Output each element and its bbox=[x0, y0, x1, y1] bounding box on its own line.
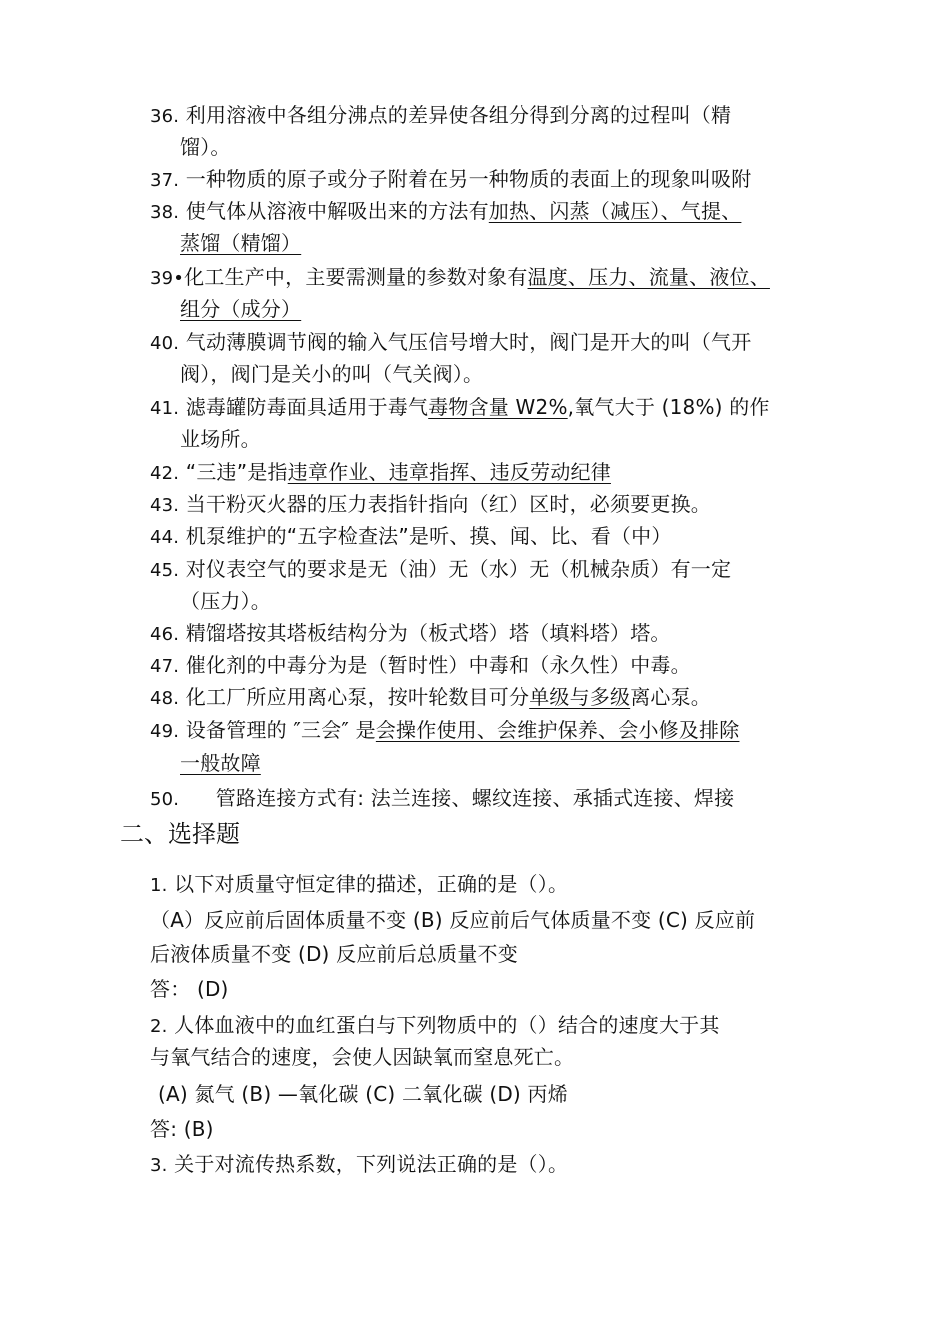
question-48 bbox=[150, 683, 711, 713]
question-42 bbox=[150, 458, 611, 488]
question-text: 管路连接方式有: 法兰连接、螺纹连接、承插式连接、焊接 bbox=[215, 786, 735, 810]
question-number: 2. bbox=[150, 1016, 168, 1037]
question-40 bbox=[150, 328, 751, 358]
question-45-continuation bbox=[180, 587, 271, 615]
question-36-continuation bbox=[180, 133, 231, 161]
question-39-continuation bbox=[180, 295, 301, 323]
choice-1-options-continuation bbox=[150, 940, 518, 968]
section-heading: 二、选择题 bbox=[120, 820, 240, 848]
question-text: 阀），阀门是关小的叫（气关阀）。 bbox=[180, 362, 484, 386]
question-number: 43. bbox=[150, 495, 180, 516]
options-text: (A) 氮气 (B) —氧化碳 (C) 二氧化碳 (D) 丙烯 bbox=[158, 1082, 568, 1106]
underlined-answer: 蒸馏（精馏） bbox=[180, 231, 302, 255]
question-text: 以下对质量守恒定律的描述，正确的是（）。 bbox=[174, 872, 569, 896]
question-38-continuation bbox=[180, 229, 301, 257]
question-text: 关于对流传热系数，下列说法正确的是（）。 bbox=[174, 1152, 569, 1176]
question-text: 催化剂的中毒分为是（暂时性）中毒和（永久性）中毒。 bbox=[185, 653, 691, 677]
question-text-suffix: 离心泵。 bbox=[630, 685, 712, 709]
options-text: 后液体质量不变 (D) 反应前后总质量不变 bbox=[150, 942, 518, 966]
question-text: 业场所。 bbox=[180, 427, 261, 451]
question-text: 设备管理的 ″三会″ 是 bbox=[185, 718, 376, 742]
question-number: 1. bbox=[150, 875, 168, 896]
question-41-continuation bbox=[180, 425, 261, 453]
options-text: （A）反应前后固体质量不变 (B) 反应前后气体质量不变 (C) 反应前 bbox=[150, 908, 756, 932]
question-number: 48. bbox=[150, 688, 180, 709]
question-36 bbox=[150, 101, 731, 131]
question-text: 当干粉灭火器的压力表指针指向（红）区时，必须要更换。 bbox=[185, 492, 711, 516]
choice-1-options bbox=[150, 906, 755, 934]
question-text: “三违”是指 bbox=[185, 460, 288, 484]
question-number: 50. bbox=[150, 789, 180, 810]
choice-question-1 bbox=[150, 870, 568, 900]
question-text: 利用溶液中各组分沸点的差异使各组分得到分离的过程叫（精 bbox=[185, 103, 732, 127]
question-number: 37. bbox=[150, 170, 180, 191]
question-43 bbox=[150, 490, 711, 520]
question-number: 41. bbox=[150, 398, 180, 419]
underlined-answer: 违章作业、违章指挥、违反劳动纪律 bbox=[287, 460, 611, 484]
underlined-answer: 毒物含量 W2% bbox=[428, 395, 568, 419]
question-number: 47. bbox=[150, 656, 180, 677]
question-text: 滤毒罐防毒面具适用于毒气 bbox=[185, 395, 429, 419]
question-text-suffix: ,氧气大于 (18%) 的作 bbox=[567, 395, 770, 419]
choice-2-continuation bbox=[150, 1043, 574, 1071]
question-number: 46. bbox=[150, 624, 180, 645]
question-46 bbox=[150, 619, 671, 649]
question-number: 40. bbox=[150, 333, 180, 354]
question-text: 人体血液中的血红蛋白与下列物质中的（）结合的速度大于其 bbox=[174, 1013, 720, 1037]
question-text: 精馏塔按其塔板结构分为（板式塔）塔（填料塔）塔。 bbox=[185, 621, 671, 645]
question-number: 36. bbox=[150, 106, 180, 127]
question-text: 气动薄膜调节阀的输入气压信号增大时，阀门是开大的叫（气开 bbox=[185, 330, 752, 354]
question-text: （压力）。 bbox=[180, 589, 271, 613]
choice-1-answer bbox=[150, 975, 229, 1003]
question-45 bbox=[150, 555, 731, 585]
question-text: 馏）。 bbox=[180, 135, 231, 159]
answer-text: 答： (D) bbox=[150, 977, 229, 1001]
question-44 bbox=[150, 522, 672, 552]
question-text: 化工生产中，主要需测量的参数对象有 bbox=[184, 265, 528, 289]
underlined-answer: 温度、压力、流量、液位、 bbox=[527, 265, 770, 289]
choice-2-answer bbox=[150, 1115, 214, 1143]
choice-question-2 bbox=[150, 1011, 720, 1041]
question-number: 44. bbox=[150, 527, 180, 548]
choice-question-3 bbox=[150, 1150, 568, 1180]
question-40-continuation bbox=[180, 360, 483, 388]
question-text: 机泵维护的“五字检查法”是听、摸、闻、比、看（中） bbox=[185, 524, 672, 548]
question-number: 42. bbox=[150, 463, 180, 484]
question-39 bbox=[150, 263, 770, 293]
choice-2-options bbox=[158, 1080, 568, 1108]
question-text: 对仪表空气的要求是无（油）无（水）无（机械杂质）有一定 bbox=[185, 557, 732, 581]
underlined-answer: 会操作使用、会维护保养、会小修及排除 bbox=[375, 718, 740, 742]
underlined-answer: 一般故障 bbox=[180, 751, 261, 775]
question-38 bbox=[150, 197, 741, 227]
question-47 bbox=[150, 651, 691, 681]
question-text: 化工厂所应用离心泵，按叶轮数目可分 bbox=[185, 685, 530, 709]
question-number: 38. bbox=[150, 202, 180, 223]
answer-text: 答: (B) bbox=[150, 1117, 214, 1141]
underlined-answer: 组分（成分） bbox=[180, 297, 302, 321]
question-50 bbox=[150, 784, 734, 814]
underlined-answer: 单级与多级 bbox=[529, 685, 631, 709]
underlined-answer: 加热、闪蒸（减压）、气提、 bbox=[488, 199, 742, 223]
question-number: 45. bbox=[150, 560, 180, 581]
question-text: 与氧气结合的速度，会使人因缺氧而窒息死亡。 bbox=[150, 1045, 575, 1069]
question-number: 3. bbox=[150, 1155, 168, 1176]
question-number: 39• bbox=[150, 268, 185, 289]
question-49 bbox=[150, 716, 739, 746]
question-49-continuation bbox=[180, 749, 261, 777]
question-number: 49. bbox=[150, 721, 180, 742]
question-text: 一种物质的原子或分子附着在另一种物质的表面上的现象叫吸附 bbox=[185, 167, 752, 191]
question-text: 使气体从溶液中解吸出来的方法有 bbox=[185, 199, 489, 223]
question-37 bbox=[150, 165, 751, 195]
question-41 bbox=[150, 393, 770, 423]
